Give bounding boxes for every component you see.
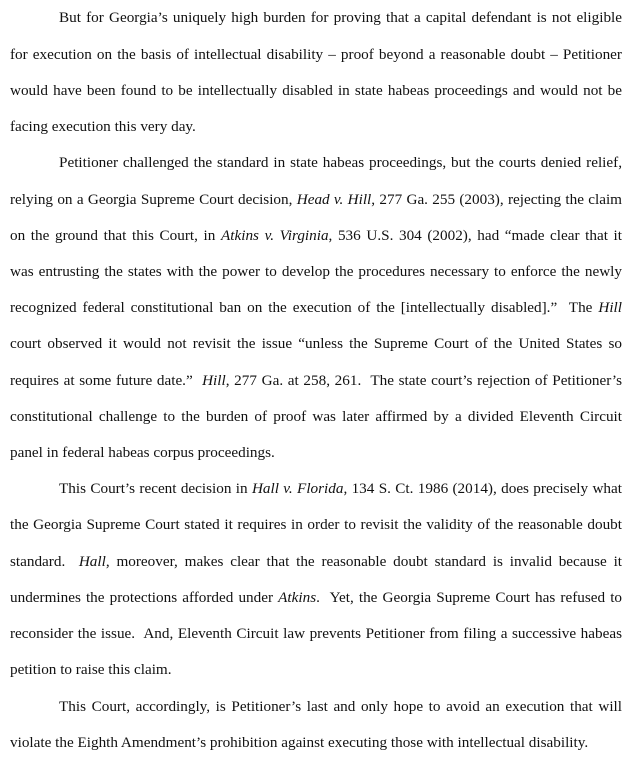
text-segment: This Court, accordingly, is Petitioner’s last and only hope to avoid an execution that will (59, 698, 622, 715)
text-segment: for execution on the basis of intellectual disability – proof beyond a reasonable doubt – Petitioner (10, 46, 622, 63)
case-name: Atkins (278, 589, 317, 606)
text-segment: requires at some future date.” (10, 372, 203, 389)
text-line (10, 371, 622, 391)
text-line (10, 660, 622, 680)
text-segment: undermines the protections afforded under (10, 589, 279, 606)
text-line (10, 552, 622, 572)
text-segment: petition to raise this claim. (10, 661, 172, 678)
text-segment: , 536 U.S. 304 (2002), had “made clear that it (328, 227, 622, 244)
text-segment: recognized federal constitutional ban on the execution of the [intellectually disabled].” The (10, 299, 599, 316)
text-segment: relying on a Georgia Supreme Court decision, (10, 191, 297, 208)
text-segment: on the ground that this Court, in (10, 227, 221, 244)
text-line (59, 8, 622, 28)
text-segment: court observed it would not revisit the issue “unless the Supreme Court of the United States so (10, 335, 622, 352)
text-line (10, 407, 622, 427)
text-line (10, 624, 622, 644)
case-name: Hill (202, 372, 226, 389)
text-line (10, 45, 622, 65)
text-line (59, 479, 622, 499)
text-line (10, 443, 622, 463)
text-line (10, 262, 622, 282)
text-segment: would have been found to be intellectually disabled in state habeas proceedings and would not be (10, 82, 622, 99)
text-segment: This Court’s recent decision in (59, 480, 252, 497)
case-name: Hill (598, 299, 622, 316)
text-line (10, 334, 622, 354)
case-name: Atkins v. Virginia (221, 227, 329, 244)
text-segment: constitutional challenge to the burden of proof was later affirmed by a divided Eleventh Circuit (10, 408, 622, 425)
text-line (10, 515, 622, 535)
text-line (10, 190, 622, 210)
text-segment: reconsider the issue. And, Eleventh Circuit law prevents Petitioner from filing a successive habeas (10, 625, 622, 642)
text-line (10, 733, 622, 753)
text-segment: facing execution this very day. (10, 118, 196, 135)
text-segment: panel in federal habeas corpus proceedings. (10, 444, 275, 461)
text-segment: , 134 S. Ct. 1986 (2014), does precisely what (343, 480, 622, 497)
text-segment: But for Georgia’s uniquely high burden for proving that a capital defendant is not eligible (59, 9, 622, 26)
text-segment: , 277 Ga. at 258, 261. The state court’s rejection of Petitioner’s (225, 372, 622, 389)
text-segment: standard. (10, 553, 79, 570)
text-segment: , 277 Ga. 255 (2003), rejecting the claim (371, 191, 622, 208)
case-name: Hall v. Florida (251, 480, 344, 497)
text-segment: , moreover, makes clear that the reasonable doubt standard is invalid because it (105, 553, 623, 570)
text-segment: the Georgia Supreme Court stated it requires in order to revisit the validity of the reasonable doubt (10, 516, 622, 533)
text-line (10, 81, 622, 101)
text-line (10, 226, 622, 246)
text-line (59, 697, 622, 717)
text-segment: violate the Eighth Amendment’s prohibition against executing those with intellectual disability. (10, 734, 589, 751)
text-line (10, 588, 622, 608)
text-line (10, 117, 622, 137)
text-segment: Petitioner challenged the standard in state habeas proceedings, but the courts denied relief, (59, 154, 622, 171)
text-line (10, 298, 622, 318)
text-segment: . Yet, the Georgia Supreme Court has refused to (316, 589, 623, 606)
case-name: Head v. Hill (296, 191, 372, 208)
case-name: Hall (78, 553, 106, 570)
text-segment: was entrusting the states with the power to develop the procedures necessary to enforce the newly (10, 263, 622, 280)
text-line (59, 153, 622, 173)
